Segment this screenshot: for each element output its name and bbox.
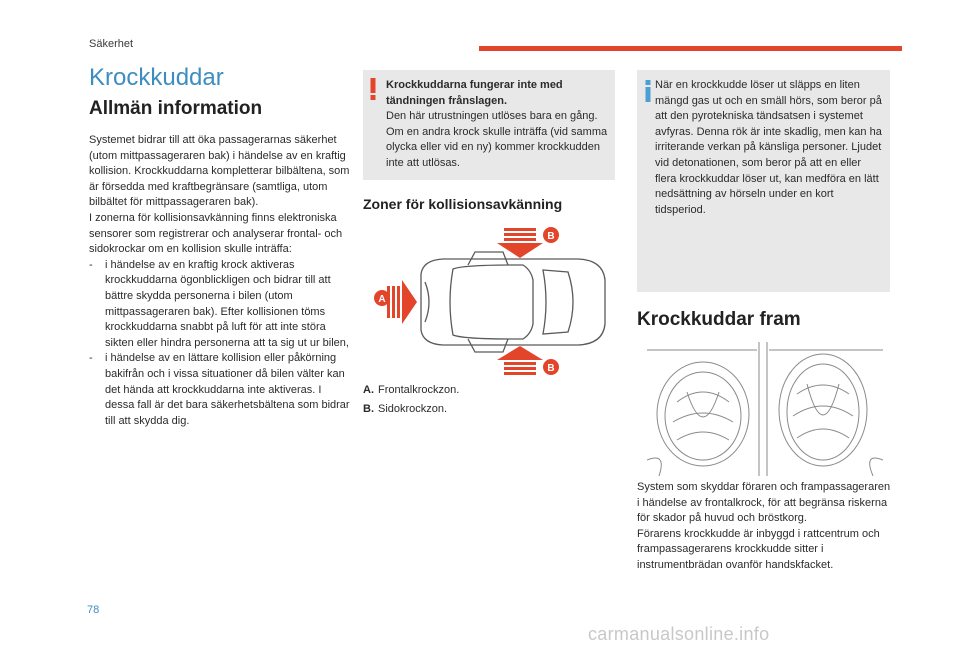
- list-dash: -: [89, 352, 93, 365]
- heading-front-airbags: Krockkuddar fram: [637, 309, 801, 330]
- marker-a-label: A: [378, 294, 386, 305]
- page-number: 78: [87, 604, 100, 616]
- legend-row: [363, 402, 603, 418]
- info-text: När en krockkudde löser ut släpps en liten mängd gas ut och en smäll hörs, som beror på att den pyrotekniska tändsatsen i systemet avfyras. Denna rök är inte skadlig, men kan ha irriterande verkan på känsliga personer. Ljudet vid detonationen, som beror på att en eller flera krockkuddar löser ut, kan medföra en lätt nedsättning av hörseln under en kort tidsperiod.: [655, 79, 882, 216]
- front-airbags-paragraph-1: System som skyddar föraren och frampassageraren i händelse av frontalkrock, för att begränsa riskerna för skador på huvud och bröstkorg.: [637, 481, 891, 525]
- front-airbags-paragraph-2: Förarens krockkudde är inbyggd i rattcentrum och frampassagerarens krockkudde sitter i instrumentbrädan ovanför handskfacket.: [637, 527, 880, 571]
- exclamation-icon: [370, 78, 376, 100]
- info-icon: [644, 80, 652, 102]
- front-airbags-text: [637, 480, 892, 574]
- legend-row: [363, 383, 603, 399]
- car-outline-icon: [421, 252, 605, 352]
- zones-legend: [363, 383, 603, 420]
- zones-paragraph: I zonerna för kollisionsavkänning finns elektroniska sensorer som registrerar och analyserar frontal- och sidokrockar om en kollision skulle inträffa:: [89, 211, 343, 256]
- general-info-text: [89, 133, 351, 429]
- frontal-impact-arrow: [387, 280, 417, 324]
- page-title: Krockkuddar: [89, 64, 224, 91]
- legend-key: A.: [363, 384, 374, 396]
- list-item: [89, 258, 351, 352]
- legend-label: Frontalkrockzon.: [378, 384, 460, 396]
- marker-b-bottom-label: B: [547, 363, 555, 374]
- front-airbags-illustration: [647, 342, 883, 476]
- intro-paragraph: Systemet bidrar till att öka passagerarnas säkerhet (utom mittpassageraren bak) i händelse av en kraftig kollision. Krockkuddarna kompletterar bilbältena, som är försedda med kraftbegränsare (samtliga, utom bilbältet för mittpassageraren bak).: [89, 134, 350, 209]
- heading-zones: Zoner för kollisionsavkänning: [363, 196, 563, 212]
- legend-key: B.: [363, 402, 374, 415]
- list-item: [89, 351, 351, 429]
- heading-general-info: Allmän information: [89, 98, 263, 119]
- list-item-text: i händelse av en kraftig krock aktiveras krockkuddarna ögonblickligen och bidrar till att bättre skydda personerna i bilen (utom mittpassageraren bak). Efter kollisionen töms krockkuddarna snabbt på luft för att inte störa sikten eller hindra personerna att ta sig ut ur bilen,: [105, 258, 349, 349]
- warning-body: Den här utrustningen utlöses bara en gång. Om en andra krock skulle inträffa (vid samma olycka eller vid en ny) kommer krockkudden inte att utlösas.: [386, 110, 608, 169]
- dash-list: [89, 258, 351, 430]
- marker-b-top-label: B: [547, 231, 555, 242]
- car-diagram: [363, 222, 623, 387]
- warning-bold: Krockkuddarna fungerar inte med tändningen frånslagen.: [386, 79, 563, 107]
- list-dash: -: [89, 258, 93, 271]
- legend-label: Sidokrockzon.: [378, 402, 448, 415]
- warning-text: [386, 78, 611, 172]
- section-label: Säkerhet: [89, 38, 134, 50]
- list-item-text: i händelse av en lättare kollision eller påkörning bakifrån och i vissa situationer då bilen välter kan det hända att krockkuddarna inte aktiveras. I dessa fall är det bara säkerhetsbältena som bidrar till att skydda dig.: [105, 352, 350, 427]
- watermark: carmanualsonline.info: [588, 624, 770, 644]
- header-rule: [479, 46, 902, 51]
